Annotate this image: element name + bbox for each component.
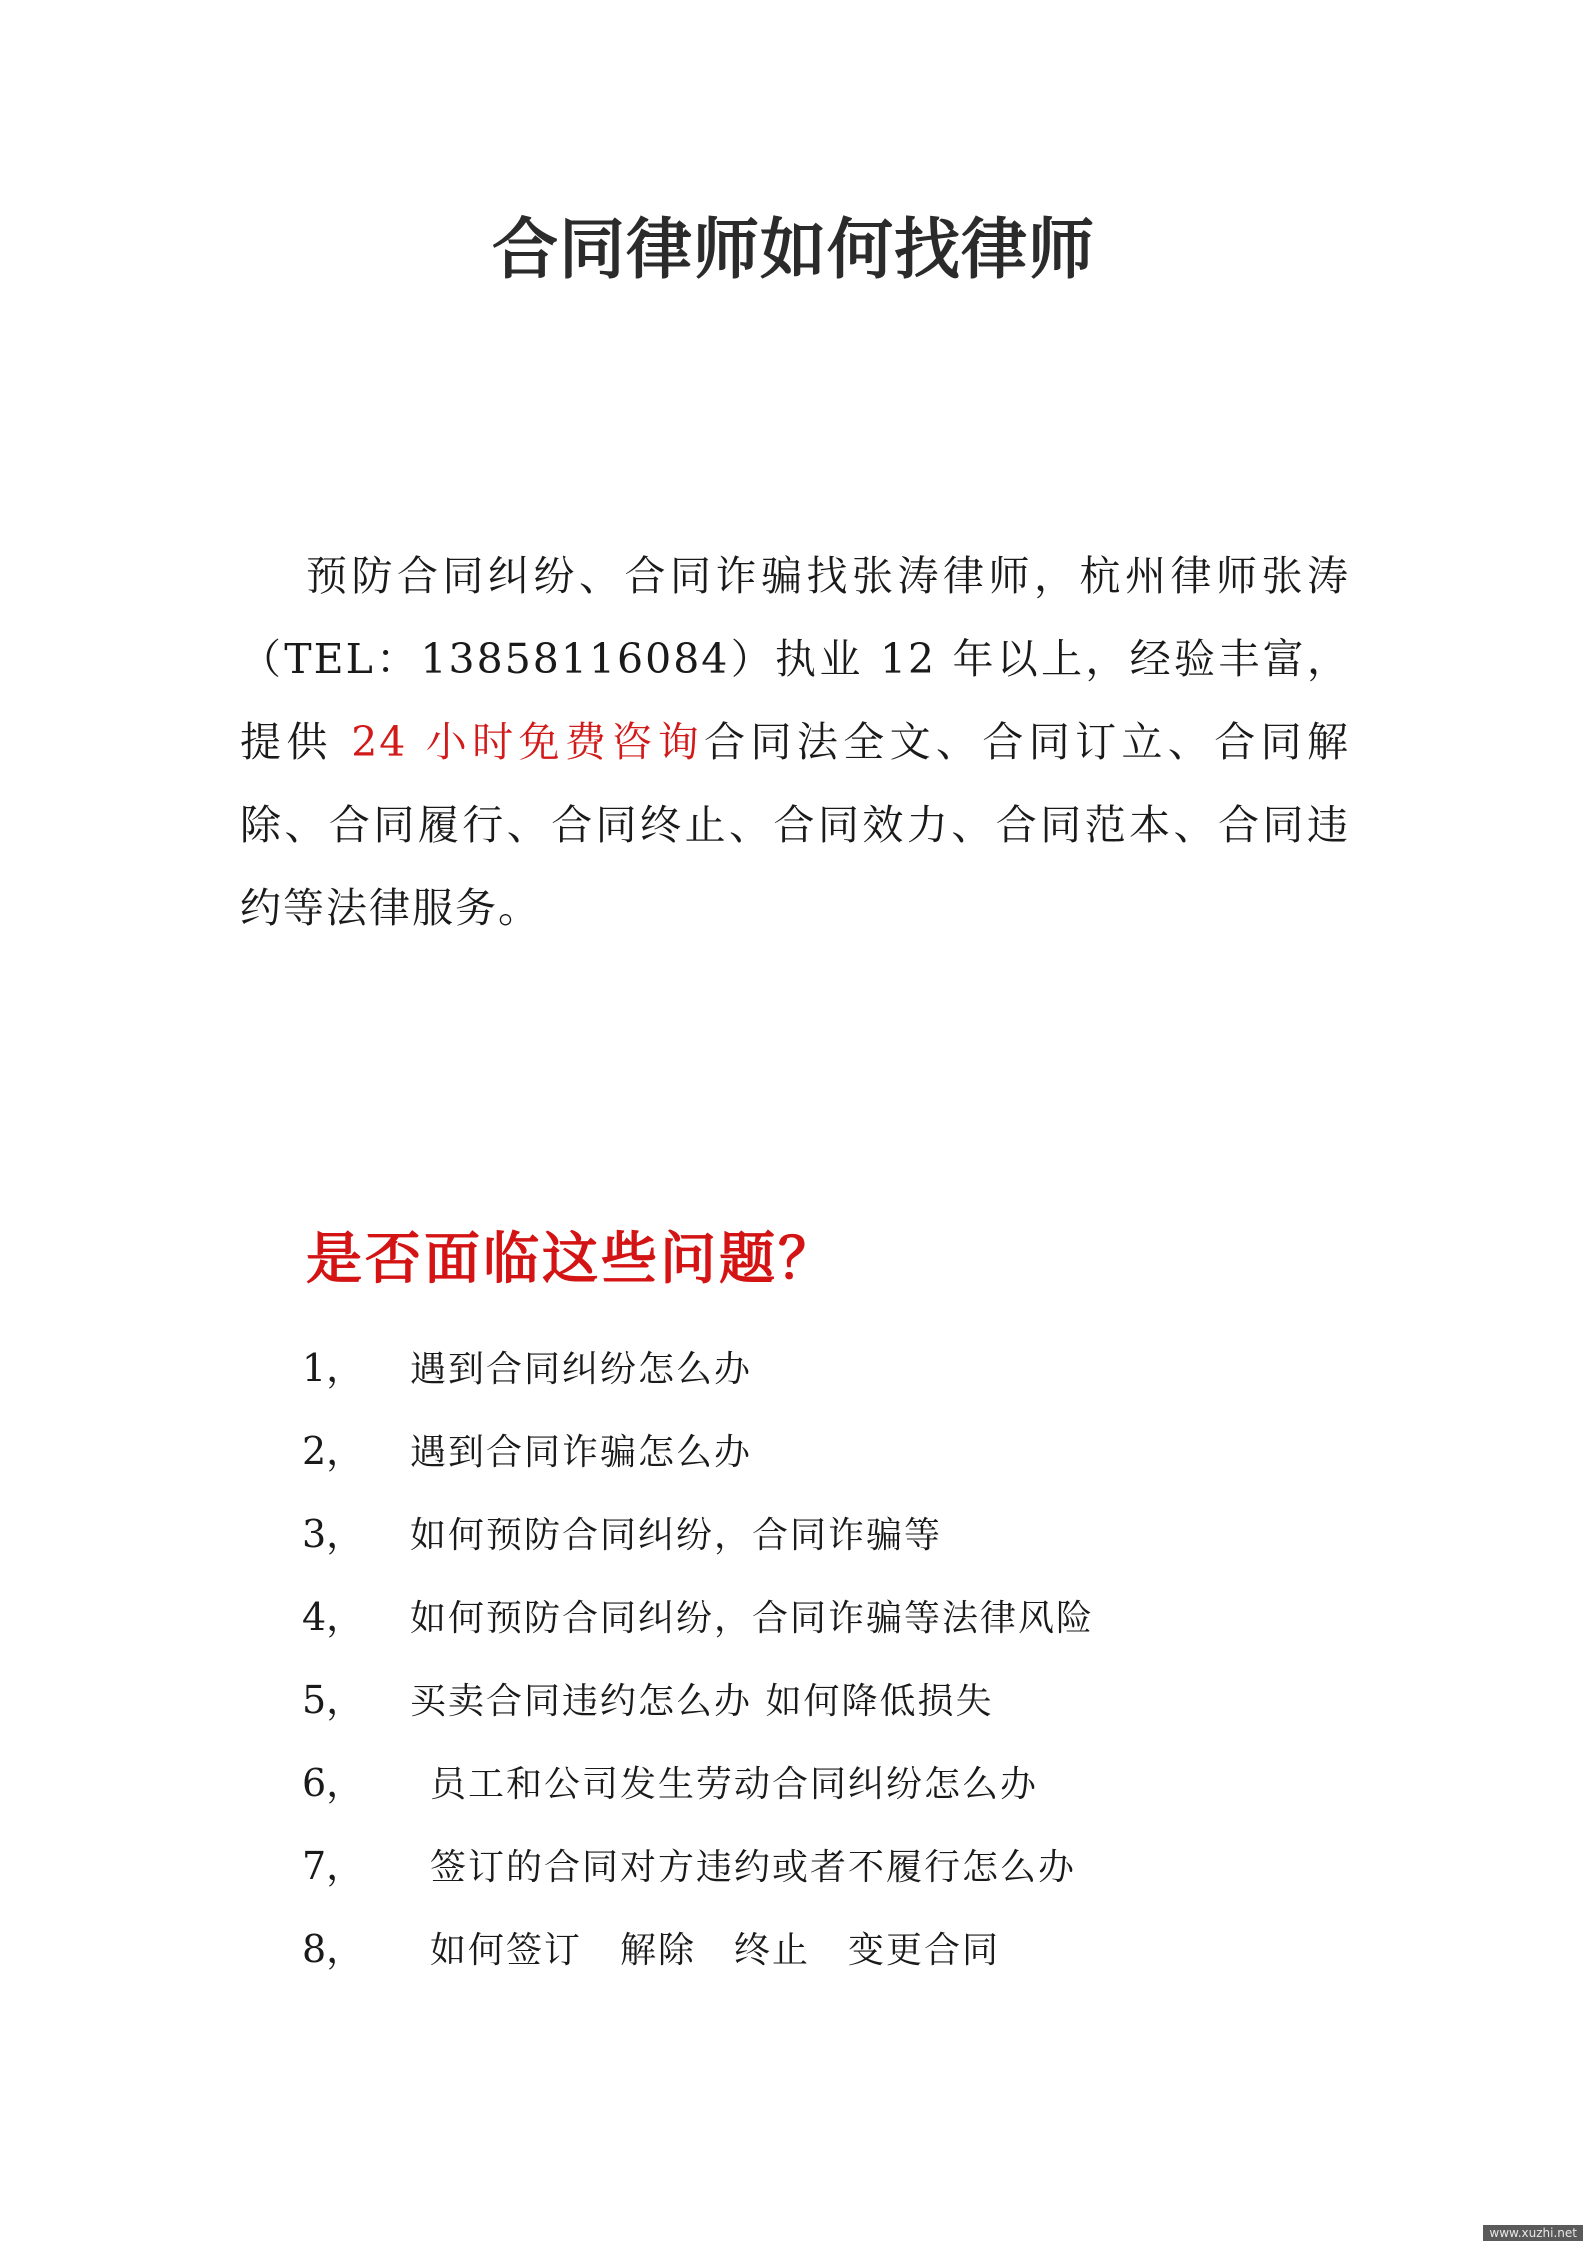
question-number: 7， bbox=[302, 1844, 365, 1888]
question-number: 6， bbox=[302, 1761, 365, 1805]
question-item bbox=[302, 1908, 1302, 1991]
question-text: 签订的合同对方违约或者不履行怎么办 bbox=[430, 1847, 1077, 1888]
intro-text-before: 预防合同纠纷、合同诈骗找张涛律师，杭州律师张涛（TEL：13858116084）执业 12 年以上，经验丰富，提供 bbox=[240, 552, 1350, 766]
question-item bbox=[302, 1493, 1302, 1576]
questions-heading: 是否面临这些问题？ bbox=[306, 1227, 837, 1292]
question-text: 如何预防合同纠纷，合同诈骗等 bbox=[410, 1515, 943, 1556]
question-item bbox=[302, 1327, 1302, 1410]
question-list bbox=[302, 1327, 1302, 1991]
question-text: 员工和公司发生劳动合同纠纷怎么办 bbox=[430, 1764, 1039, 1805]
question-number: 4， bbox=[302, 1595, 365, 1639]
intro-paragraph bbox=[240, 535, 1350, 950]
intro-text-after: 合同法全文、合同订立、合同解除、合同履行、合同终止、合同效力、合同范本、合同违约等法律服务。 bbox=[240, 718, 1351, 932]
question-text: 如何预防合同纠纷，合同诈骗等法律风险 bbox=[410, 1598, 1095, 1639]
question-item bbox=[302, 1659, 1302, 1742]
page-title: 合同律师如何找律师 bbox=[492, 211, 1095, 288]
free-consultation-highlight: 24 小时免费咨询 bbox=[351, 718, 705, 766]
question-number: 5， bbox=[302, 1678, 365, 1722]
question-item bbox=[302, 1410, 1302, 1493]
question-text: 遇到合同纠纷怎么办 bbox=[410, 1349, 753, 1390]
question-text: 遇到合同诈骗怎么办 bbox=[410, 1432, 753, 1473]
question-number: 3， bbox=[302, 1512, 365, 1556]
question-text: 买卖合同违约怎么办 如何降低损失 bbox=[410, 1681, 994, 1722]
question-text: 如何签订 解除 终止 变更合同 bbox=[430, 1930, 1001, 1971]
question-number: 8， bbox=[302, 1927, 365, 1971]
question-number: 1， bbox=[302, 1346, 365, 1390]
question-item bbox=[302, 1742, 1302, 1825]
question-item bbox=[302, 1825, 1302, 1908]
question-number: 2， bbox=[302, 1429, 365, 1473]
question-item bbox=[302, 1576, 1302, 1659]
site-watermark: www.xuzhi.net bbox=[1483, 2225, 1583, 2241]
